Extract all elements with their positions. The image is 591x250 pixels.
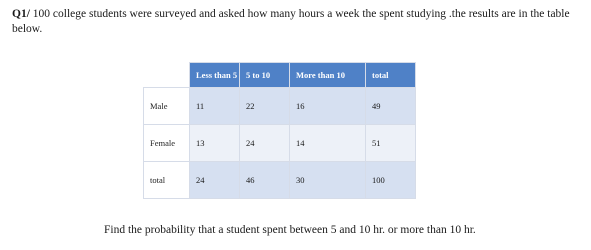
table-cell: 100 (366, 162, 416, 199)
table-cell: 24 (190, 162, 240, 199)
table-header-row (144, 63, 416, 88)
table-cell: 30 (290, 162, 366, 199)
table-cell: 11 (190, 88, 240, 125)
followup-question: Find the probability that a student spent between 5 and 10 hr. or more than 10 hr. (104, 224, 476, 236)
question-body: 100 college students were surveyed and asked how many hours a week the spent studying .the results are in the table below. (12, 8, 570, 35)
question-number: Q1/ (12, 8, 30, 20)
table-row (144, 88, 416, 125)
table-cell: 46 (240, 162, 290, 199)
table-row (144, 162, 416, 199)
table-cell: 16 (290, 88, 366, 125)
row-label-total: total (144, 162, 190, 199)
survey-table (143, 62, 416, 199)
column-header-5-to-10: 5 to 10 (240, 63, 290, 88)
table-cell: 22 (240, 88, 290, 125)
table-row (144, 125, 416, 162)
row-label-female: Female (144, 125, 190, 162)
row-label-male: Male (144, 88, 190, 125)
column-header-more-than-10: More than 10 (290, 63, 366, 88)
question-text-block (12, 7, 582, 37)
table-cell: 51 (366, 125, 416, 162)
table-cell: 49 (366, 88, 416, 125)
table-cell: 24 (240, 125, 290, 162)
column-header-less-than-5: Less than 5 (190, 63, 240, 88)
column-header-total: total (366, 63, 416, 88)
table-cell: 13 (190, 125, 240, 162)
table-cell: 14 (290, 125, 366, 162)
table-corner-cell (144, 63, 190, 88)
